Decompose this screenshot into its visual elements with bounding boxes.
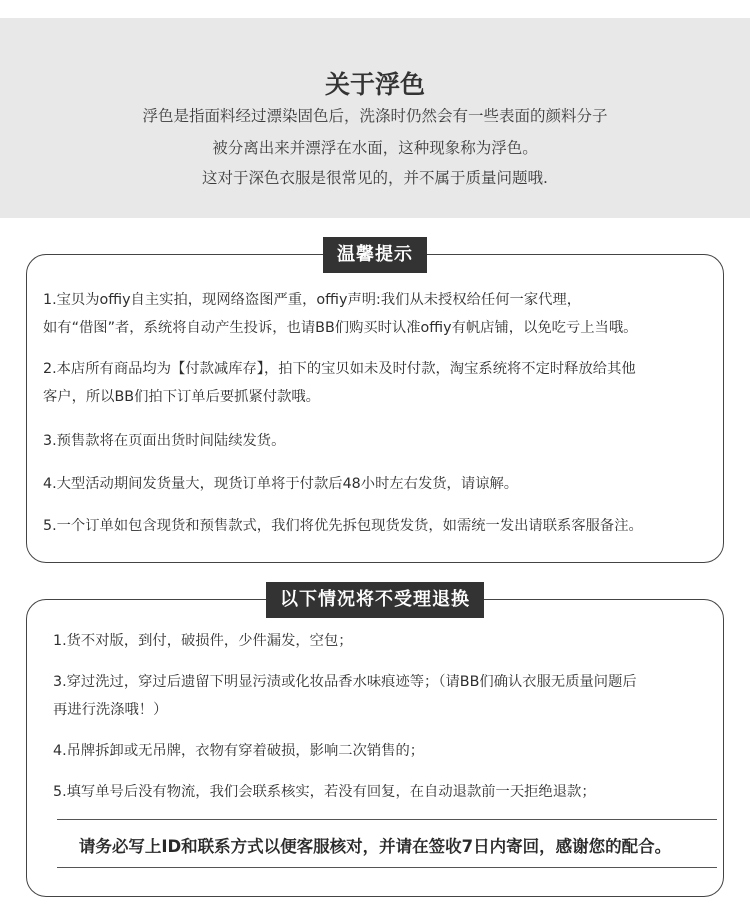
tip-item: 3.预售款将在页面出货时间陆续发货。 bbox=[43, 433, 286, 449]
returns-title: 以下情况将不受理退换 bbox=[266, 582, 484, 618]
tips-box bbox=[26, 244, 724, 563]
intro-line: 这对于深色衣服是很常见的，并不属于质量问题哦. bbox=[202, 169, 548, 187]
divider bbox=[57, 819, 717, 820]
tip-item: 2.本店所有商品均为【付款减库存】，拍下的宝贝如未及时付款，淘宝系统将不定时释放给其他 bbox=[43, 361, 636, 377]
tip-item: 4.大型活动期间发货量大，现货订单将于付款后48小时左右发货，请谅解。 bbox=[43, 476, 519, 492]
tip-item: 5.一个订单如包含现货和预售款式，我们将优先拆包现货发货，如需统一发出请联系客服备注。 bbox=[43, 518, 643, 534]
intro-line: 被分离出来并漂浮在水面，这种现象称为浮色。 bbox=[212, 139, 538, 157]
tip-item: 如有“借图”者，系统将自动产生投诉，也请BB们购买时认准offiy有帆店铺，以免吃亏上当哦。 bbox=[43, 320, 638, 336]
divider bbox=[57, 867, 717, 868]
return-item: 5.填写单号后没有物流，我们会联系核实，若没有回复，在自动退款前一天拒绝退款； bbox=[53, 784, 596, 800]
returns-footer: 请务必写上ID和联系方式以便客服核对，并请在签收7日内寄回，感谢您的配合。 bbox=[78, 837, 672, 856]
returns-box bbox=[26, 589, 724, 897]
return-item: 3.穿过洗过，穿过后遗留下明显污渍或化妆品香水味痕迹等；（请BB们确认衣服无质量问题后 bbox=[53, 674, 637, 690]
return-item: 1.货不对版，到付，破损件，少件漏发，空包； bbox=[53, 633, 353, 649]
tip-item: 客户，所以BB们拍下订单后要抓紧付款哦。 bbox=[43, 389, 320, 405]
return-item: 4.吊牌拆卸或无吊牌，衣物有穿着破损，影响二次销售的； bbox=[53, 743, 425, 759]
intro-title: 关于浮色 bbox=[324, 70, 425, 99]
tips-title: 温馨提示 bbox=[323, 237, 427, 273]
intro-line: 浮色是指面料经过漂染固色后，洗涤时仍然会有一些表面的颜料分子 bbox=[142, 107, 608, 125]
tip-item: 1.宝贝为offiy自主实拍，现网络盗图严重，offiy声明:我们从未授权给任何一家代理， bbox=[43, 292, 582, 308]
intro-section bbox=[0, 18, 750, 218]
return-item: 再进行洗涤哦！） bbox=[53, 702, 168, 718]
